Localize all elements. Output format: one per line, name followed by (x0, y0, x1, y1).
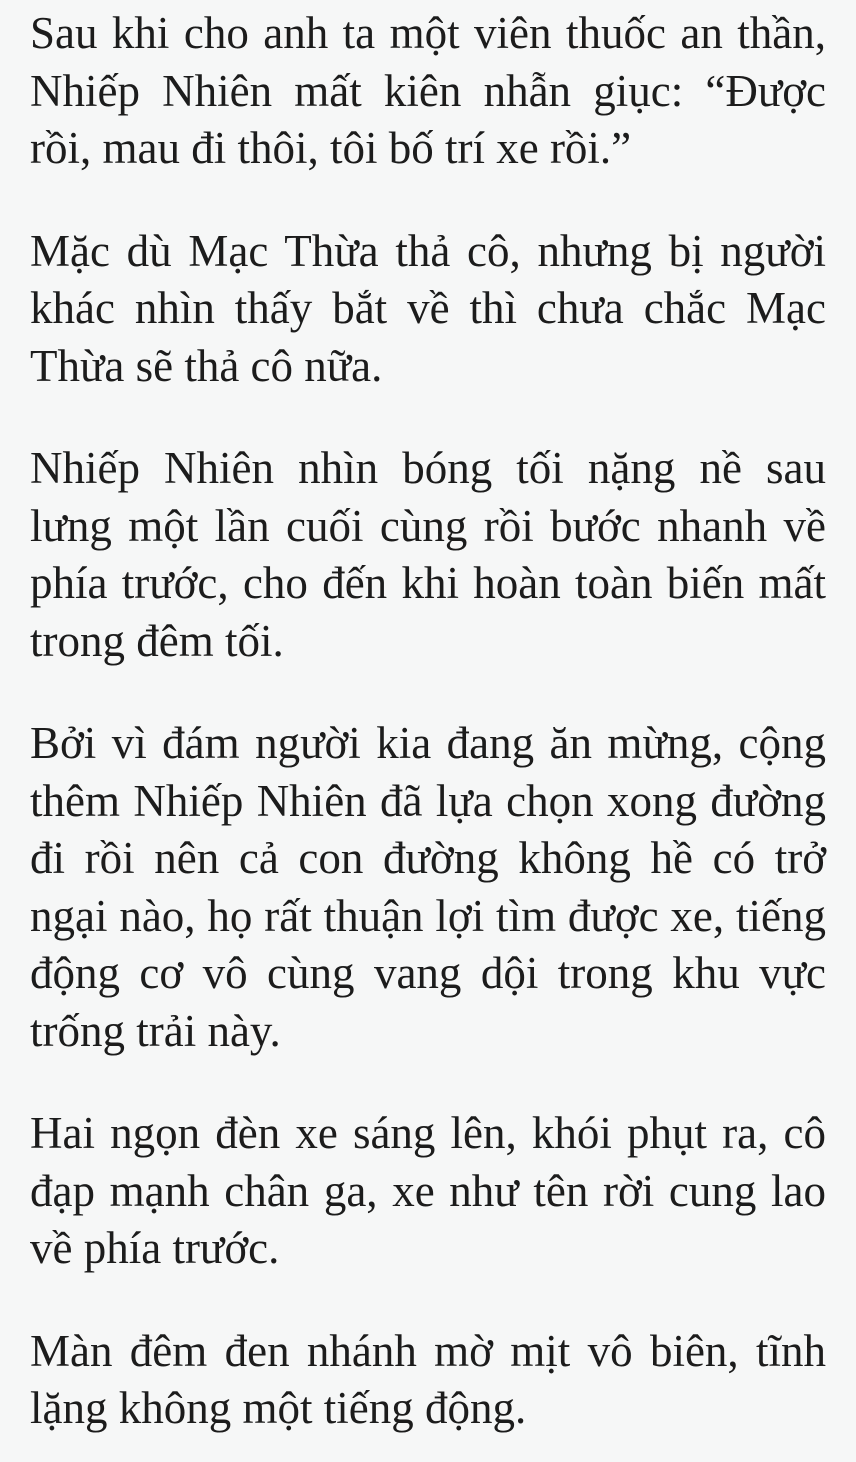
paragraph: Hai ngọn đèn xe sáng lên, khói phụt ra, cô đạp mạnh chân ga, xe như tên rời cung lao về phía trước. (30, 1108, 826, 1273)
paragraph: Mặc dù Mạc Thừa thả cô, nhưng bị người khác nhìn thấy bắt về thì chưa chắc Mạc Thừa sẽ thả cô nữa. (30, 225, 826, 391)
paragraph: Sau khi cho anh ta một viên thuốc an thần, Nhiếp Nhiên mất kiên nhẫn giục: “Được rồi, mau đi thôi, tôi bố trí xe rồi.” (30, 8, 826, 173)
paragraph: Nhiếp Nhiên nhìn bóng tối nặng nề sau lưng một lần cuối cùng rồi bước nhanh về phía trước, cho đến khi hoàn toàn biến mất trong đêm tối. (30, 443, 826, 666)
paragraph: Màn đêm đen nhánh mờ mịt vô biên, tĩnh lặng không một tiếng động. (30, 1325, 826, 1433)
paragraph: Bởi vì đám người kia đang ăn mừng, cộng thêm Nhiếp Nhiên đã lựa chọn xong đường đi rồi nên cả con đường không hề có trở ngại nào, họ rất thuận lợi tìm được xe, tiếng động cơ vô cùng vang dội trong khu vực trống trải này. (30, 718, 826, 1056)
